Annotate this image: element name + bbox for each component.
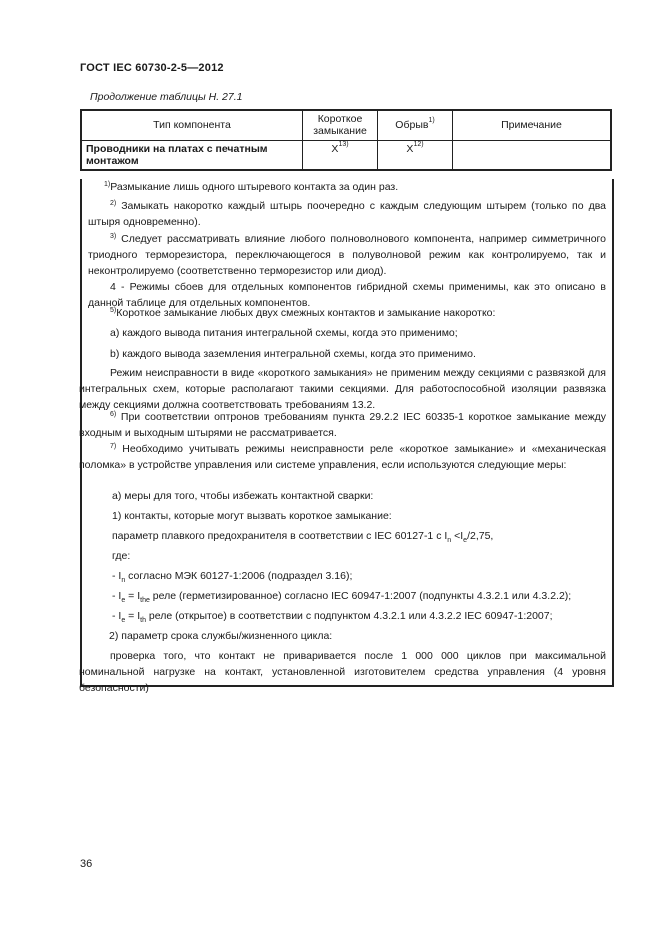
header-note: Примечание — [453, 110, 612, 140]
footnote-5-isolation: Режим неисправности в виде «короткого замыкания» не применим между секциями с развязкой для интегральных схем, которые располагают такими секциями. Для работоспособной изоляции развязка между секциями должна соответствовать требованиям 13.2. — [79, 367, 606, 411]
footnote-4: 4 - Режимы сбоев для отдельных компонентов гибридной схемы применимы, как это описано в данной таблице для отдельных компонентов. — [88, 281, 606, 309]
row-short-circuit-mark: $X^{13)}$ — [303, 140, 378, 170]
footnote-5-item-b: b) каждого вывода заземления интегральной схемы, когда это применимо. — [110, 348, 476, 360]
footnote-1: $^{1)}$Размыкание лишь одного штыревого контакта за один раз. — [104, 181, 399, 193]
row-pcb-conductors: Проводники на платах с печатным монтажом — [81, 140, 303, 170]
header-break: Обрыв$^{1)}$ — [378, 110, 453, 140]
table-continuation-caption: Продолжение таблицы Н. 27.1 — [90, 91, 243, 103]
footnote-7-lifecycle: 2) параметр срока службы/жизненного цикла: — [109, 630, 333, 642]
footnote-7-welding-check: проверка того, что контакт не приваривается после 1 000 000 циклов при максимальной номинальной нагрузке на контакт, установленной изготовителем средства управления (4 уровня безопасности) — [79, 650, 606, 694]
footnote-5-item-a: a) каждого вывода питания интегральной схемы, когда это применимо; — [110, 327, 458, 339]
row-note-cell — [453, 140, 612, 170]
footnote-7-measures: a) меры для того, чтобы избежать контактной сварки: — [112, 490, 374, 502]
footnote-5: $^{5)}$Короткое замыкание любых двух смежных контактов и замыкание накоротко: — [110, 307, 496, 319]
header-short-circuit: Короткое замыкание — [303, 110, 378, 140]
footnote-7: $^{7)}$ Необходимо учитывать режимы неисправности реле «короткое замыкание» и «механическая поломка» в устройстве управления или системе управления, если используются следующие меры: — [79, 443, 607, 471]
table-footnotes — [79, 179, 614, 694]
footnote-6: $^{6)}$ При соответствии оптронов требованиям пункта 29.2.2 IEC 60335-1 короткое замыкание между входным и выходным штырями не рассматривается. — [79, 411, 606, 439]
footnote-7-def-in: - $I_n$ согласно МЭК 60127-1:2006 (подраздел 3.16); — [112, 570, 353, 585]
footnote-7-where: где: — [112, 550, 131, 562]
page-number: 36 — [80, 858, 93, 870]
header-component-type: Тип компонента — [81, 110, 303, 140]
footnote-7-def-ie-open: - $I_e = I_{th}$ реле (открытое) в соответствии с подпунктом 4.3.2.1 или 4.3.2.2 IEC 60947-1:2007; — [112, 610, 553, 625]
footnote-7-contacts: 1) контакты, которые могут вызвать короткое замыкание: — [112, 510, 392, 522]
component-table — [80, 109, 612, 171]
standard-code: ГОСТ IEC 60730-2-5—2012 — [80, 62, 224, 74]
footnote-7-fuse-parameter: параметр плавкого предохранителя в соответствии с IEC 60127-1 с $I_n <I_e/2,75$, — [112, 530, 494, 545]
footnote-7-def-ie-sealed: - $I_e = I_{the}$ реле (герметизированное) согласно IEC 60947-1:2007 (подпункты 4.3.2.1 или 4.3.2.2); — [112, 590, 572, 605]
footnote-2: $^{2)}$ Замыкать накоротко каждый штырь поочередно с каждым следующим штырем (только по два штыря одновременно). — [88, 200, 606, 228]
row-break-mark: $X^{12)}$ — [378, 140, 453, 170]
footnote-3: $^{3)}$ Следует рассматривать влияние любого полноволнового компонента, например симметричного триодного терморезистора, переключающегося в полуволновой режим как контролируемо, так и неконтролируемо (соответственно терморезистор или диод). — [88, 233, 606, 277]
